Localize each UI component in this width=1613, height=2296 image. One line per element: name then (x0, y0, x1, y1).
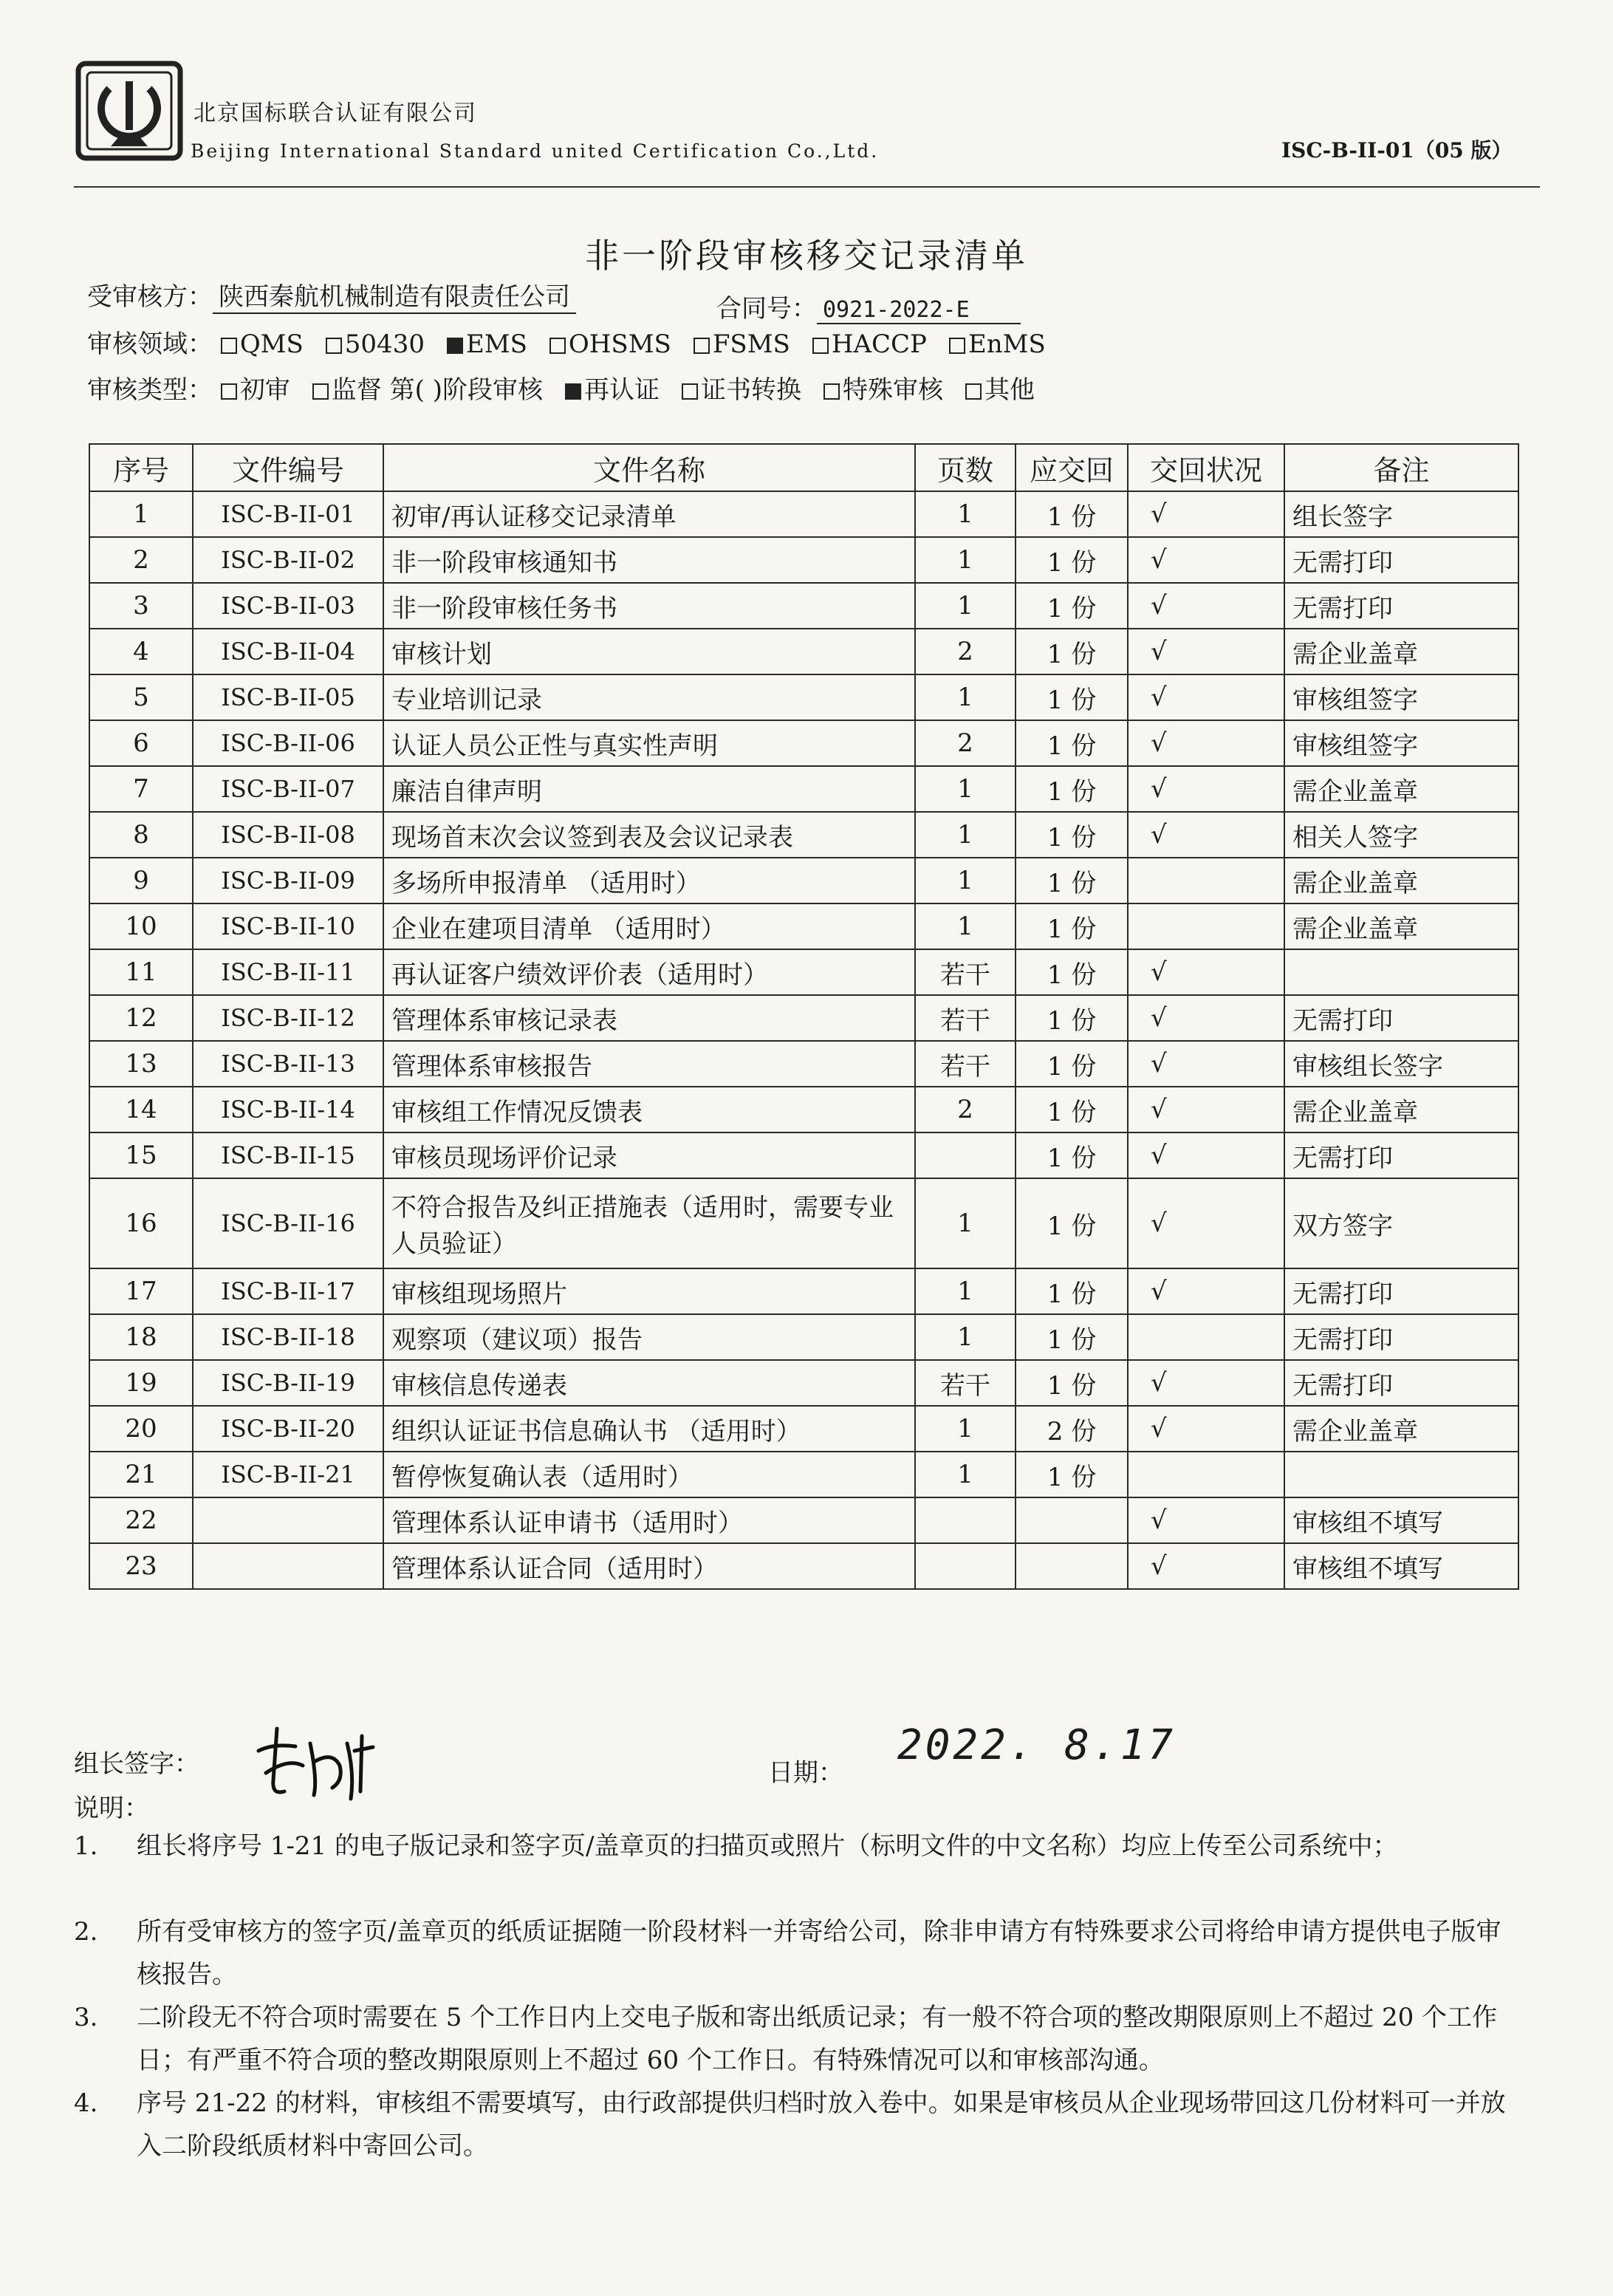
cell-pages (915, 1497, 1016, 1543)
cell-copies: 1 份 (1016, 537, 1128, 583)
page-title: 非一阶段审核移交记录清单 (585, 236, 1028, 276)
note-item: 2. 所有受审核方的签字页/盖章页的纸质证据随一阶段材料一并寄给公司，除非申请方有特殊要求公司将给申请方提供电子版审核报告。 (74, 1917, 1501, 1989)
checked-checkbox-icon[interactable] (565, 383, 581, 400)
table-row (89, 674, 1518, 720)
cell-copies: 1 份 (1016, 1314, 1128, 1360)
audit-type-option[interactable] (312, 369, 543, 406)
cell-seq: 2 (89, 537, 193, 583)
option-label: HACCP (831, 329, 927, 359)
checkbox-icon[interactable] (965, 383, 982, 400)
audit-field-option[interactable] (326, 329, 425, 359)
cell-return-status: √ (1128, 720, 1284, 766)
cell-file-code: ISC-B-II-13 (193, 1041, 383, 1087)
contract-label: 合同号： (716, 294, 817, 324)
cell-pages: 1 (915, 1268, 1016, 1314)
table-row (89, 1360, 1518, 1406)
audited-party-value: 陕西秦航机械制造有限责任公司 (213, 276, 576, 314)
table-row (89, 1406, 1518, 1452)
option-label: 其他 (984, 375, 1035, 405)
cell-file-code: ISC-B-II-07 (193, 766, 383, 812)
cell-remark: 审核组签字 (1284, 720, 1518, 766)
table-row (89, 903, 1518, 949)
audit-field-line (87, 324, 1068, 360)
cell-return-status: √ (1128, 491, 1284, 537)
table-row (89, 537, 1518, 583)
cell-file-name: 组织认证证书信息确认书 （适用时） (383, 1406, 915, 1452)
company-name-cn: 北京国标联合认证有限公司 (194, 100, 477, 126)
cell-copies: 1 份 (1016, 812, 1128, 858)
cell-return-status: √ (1128, 1041, 1284, 1087)
table-row (89, 1314, 1518, 1360)
cell-pages: 1 (915, 1314, 1016, 1360)
cell-remark (1284, 949, 1518, 995)
option-label: 证书转换 (700, 375, 801, 405)
audit-type-option[interactable] (823, 369, 943, 406)
cell-remark: 需企业盖章 (1284, 629, 1518, 674)
cell-file-name: 初审/再认证移交记录清单 (383, 491, 915, 537)
cell-remark: 无需打印 (1284, 995, 1518, 1041)
cell-seq: 8 (89, 812, 193, 858)
cell-return-status: √ (1128, 1132, 1284, 1178)
option-label: 50430 (344, 329, 425, 359)
cell-return-status: √ (1128, 1497, 1284, 1543)
cell-file-name: 不符合报告及纠正措施表（适用时，需要专业人员验证） (383, 1178, 915, 1268)
audit-field-label: 审核领域： (87, 329, 213, 359)
cell-remark: 无需打印 (1284, 537, 1518, 583)
cell-seq: 1 (89, 491, 193, 537)
cell-file-name: 多场所申报清单 （适用时） (383, 858, 915, 903)
option-label: 监督 第( )阶段审核 (331, 375, 543, 405)
cell-seq: 5 (89, 674, 193, 720)
header-cell: 序号 (89, 444, 193, 491)
cell-file-code: ISC-B-II-18 (193, 1314, 383, 1360)
cell-file-name: 现场首末次会议签到表及会议记录表 (383, 812, 915, 858)
table-row (89, 1543, 1518, 1589)
transfer-record-table (89, 443, 1519, 1590)
cell-file-code: ISC-B-II-16 (193, 1178, 383, 1268)
cell-pages: 1 (915, 812, 1016, 858)
cell-seq: 18 (89, 1314, 193, 1360)
cell-file-name: 管理体系认证申请书（适用时） (383, 1497, 915, 1543)
document-code: ISC-B-II-01（05 版） (1281, 138, 1513, 163)
cell-return-status: √ (1128, 629, 1284, 674)
audited-party-line (87, 276, 576, 314)
cell-file-name: 审核员现场评价记录 (383, 1132, 915, 1178)
cell-file-code (193, 1497, 383, 1543)
cell-pages: 1 (915, 1406, 1016, 1452)
table-row (89, 1132, 1518, 1178)
checkbox-icon[interactable] (221, 383, 237, 400)
cell-file-code: ISC-B-II-21 (193, 1452, 383, 1497)
cell-seq: 16 (89, 1178, 193, 1268)
checkbox-icon[interactable] (694, 338, 710, 354)
cell-copies: 2 份 (1016, 1406, 1128, 1452)
cell-remark: 无需打印 (1284, 1132, 1518, 1178)
option-label: QMS (239, 329, 304, 359)
option-label: EMS (465, 329, 527, 359)
cell-copies: 1 份 (1016, 674, 1128, 720)
audit-type-option[interactable] (221, 369, 290, 406)
cell-file-code: ISC-B-II-03 (193, 583, 383, 629)
option-label: FSMS (712, 329, 790, 359)
cell-file-name: 审核计划 (383, 629, 915, 674)
cell-file-name: 观察项（建议项）报告 (383, 1314, 915, 1360)
cell-copies: 1 份 (1016, 1360, 1128, 1406)
cell-seq: 4 (89, 629, 193, 674)
cell-return-status (1128, 1314, 1284, 1360)
cell-file-name: 企业在建项目清单 （适用时） (383, 903, 915, 949)
table-row (89, 1452, 1518, 1497)
option-label: EnMS (968, 329, 1046, 359)
audit-field-option[interactable] (221, 329, 304, 359)
cell-return-status: √ (1128, 812, 1284, 858)
cell-pages: 1 (915, 1452, 1016, 1497)
cell-remark: 需企业盖章 (1284, 1406, 1518, 1452)
audit-field-option[interactable] (549, 329, 671, 359)
table-row (89, 1497, 1518, 1543)
cell-copies: 1 份 (1016, 629, 1128, 674)
cell-pages: 若干 (915, 1360, 1016, 1406)
checkbox-icon[interactable] (812, 338, 829, 354)
cell-file-code: ISC-B-II-04 (193, 629, 383, 674)
cell-seq: 19 (89, 1360, 193, 1406)
table-row (89, 491, 1518, 537)
cell-return-status: √ (1128, 949, 1284, 995)
cell-file-code (193, 1543, 383, 1589)
cell-return-status: √ (1128, 766, 1284, 812)
table-row (89, 949, 1518, 995)
header-cell: 交回状况 (1128, 444, 1284, 491)
table-row (89, 766, 1518, 812)
header-cell: 应交回 (1016, 444, 1128, 491)
cell-seq: 20 (89, 1406, 193, 1452)
table-body (89, 491, 1518, 1589)
cell-pages: 1 (915, 903, 1016, 949)
audit-type-option[interactable] (965, 369, 1035, 406)
cell-file-code: ISC-B-II-20 (193, 1406, 383, 1452)
cell-remark: 无需打印 (1284, 1268, 1518, 1314)
cell-pages: 若干 (915, 995, 1016, 1041)
header-cell: 文件编号 (193, 444, 383, 491)
note-item: 4. 序号 21-22 的材料，审核组不需要填写，由行政部提供归档时放入卷中。如果是审核员从企业现场带回这几份材料可一并放入二阶段纸质材料中寄回公司。 (74, 2088, 1506, 2161)
date-label: 日期： (768, 1758, 843, 1788)
cell-copies: 1 份 (1016, 491, 1128, 537)
cell-seq: 3 (89, 583, 193, 629)
cell-file-code: ISC-B-II-02 (193, 537, 383, 583)
cell-return-status: √ (1128, 1360, 1284, 1406)
cell-file-code: ISC-B-II-12 (193, 995, 383, 1041)
cell-remark: 审核组不填写 (1284, 1497, 1518, 1543)
cell-copies: 1 份 (1016, 1132, 1128, 1178)
cell-remark: 审核组长签字 (1284, 1041, 1518, 1087)
cell-seq: 6 (89, 720, 193, 766)
cell-copies: 1 份 (1016, 583, 1128, 629)
cell-seq: 15 (89, 1132, 193, 1178)
cell-return-status: √ (1128, 1268, 1284, 1314)
cell-seq: 17 (89, 1268, 193, 1314)
cell-return-status (1128, 1452, 1284, 1497)
cell-file-code: ISC-B-II-06 (193, 720, 383, 766)
cell-seq: 14 (89, 1087, 193, 1132)
cell-seq: 7 (89, 766, 193, 812)
cell-file-name: 认证人员公正性与真实性声明 (383, 720, 915, 766)
cell-file-code: ISC-B-II-10 (193, 903, 383, 949)
leader-signature-label: 组长签字： (74, 1749, 199, 1779)
date-value: 2022. 8.17 (897, 1721, 1177, 1769)
cell-file-code: ISC-B-II-15 (193, 1132, 383, 1178)
cell-copies: 1 份 (1016, 1087, 1128, 1132)
cell-remark: 无需打印 (1284, 583, 1518, 629)
cell-file-code: ISC-B-II-11 (193, 949, 383, 995)
option-label: OHSMS (568, 329, 671, 359)
cell-file-code: ISC-B-II-19 (193, 1360, 383, 1406)
cell-remark: 审核组签字 (1284, 674, 1518, 720)
cell-return-status (1128, 858, 1284, 903)
cell-remark: 需企业盖章 (1284, 766, 1518, 812)
cell-file-code: ISC-B-II-05 (193, 674, 383, 720)
cell-file-name: 廉洁自律声明 (383, 766, 915, 812)
audit-field-option[interactable] (949, 329, 1046, 359)
notes-title: 说明： (74, 1794, 149, 1823)
audit-type-line (87, 369, 1057, 406)
cell-remark: 双方签字 (1284, 1178, 1518, 1268)
company-logo-icon (74, 59, 185, 163)
header-cell: 页数 (915, 444, 1016, 491)
cell-seq: 23 (89, 1543, 193, 1589)
cell-file-name: 再认证客户绩效评价表（适用时） (383, 949, 915, 995)
cell-pages: 若干 (915, 949, 1016, 995)
cell-return-status: √ (1128, 583, 1284, 629)
cell-pages: 1 (915, 674, 1016, 720)
cell-seq: 11 (89, 949, 193, 995)
cell-remark: 需企业盖章 (1284, 1087, 1518, 1132)
checked-checkbox-icon[interactable] (447, 338, 463, 354)
cell-file-name: 审核组现场照片 (383, 1268, 915, 1314)
cell-file-name: 管理体系审核记录表 (383, 995, 915, 1041)
cell-file-name: 审核组工作情况反馈表 (383, 1087, 915, 1132)
audit-type-option[interactable] (565, 369, 660, 406)
table-row (89, 812, 1518, 858)
audit-field-options (221, 329, 1068, 359)
cell-pages: 1 (915, 766, 1016, 812)
cell-file-name: 专业培训记录 (383, 674, 915, 720)
cell-file-code: ISC-B-II-14 (193, 1087, 383, 1132)
cell-pages: 2 (915, 629, 1016, 674)
cell-copies: 1 份 (1016, 1178, 1128, 1268)
cell-return-status: √ (1128, 1543, 1284, 1589)
cell-return-status (1128, 903, 1284, 949)
cell-return-status: √ (1128, 1087, 1284, 1132)
cell-copies: 1 份 (1016, 1268, 1128, 1314)
cell-seq: 10 (89, 903, 193, 949)
cell-copies: 1 份 (1016, 903, 1128, 949)
checkbox-icon[interactable] (823, 383, 840, 400)
cell-file-name: 非一阶段审核通知书 (383, 537, 915, 583)
header-cell: 备注 (1284, 444, 1518, 491)
cell-remark: 相关人签字 (1284, 812, 1518, 858)
cell-pages: 1 (915, 537, 1016, 583)
cell-copies: 1 份 (1016, 1041, 1128, 1087)
cell-file-name: 管理体系审核报告 (383, 1041, 915, 1087)
cell-file-code: ISC-B-II-01 (193, 491, 383, 537)
cell-pages: 1 (915, 858, 1016, 903)
audit-field-option[interactable] (812, 329, 927, 359)
cell-copies: 1 份 (1016, 995, 1128, 1041)
cell-file-name: 暂停恢复确认表（适用时） (383, 1452, 915, 1497)
checkbox-icon[interactable] (949, 338, 965, 354)
header-cell: 文件名称 (383, 444, 915, 491)
cell-file-name: 管理体系认证合同（适用时） (383, 1543, 915, 1589)
cell-seq: 13 (89, 1041, 193, 1087)
audit-type-options (221, 375, 1057, 405)
cell-seq: 21 (89, 1452, 193, 1497)
checkbox-icon[interactable] (682, 383, 698, 400)
cell-remark (1284, 1452, 1518, 1497)
checkbox-icon[interactable] (312, 383, 329, 400)
cell-pages (915, 1132, 1016, 1178)
cell-file-code: ISC-B-II-09 (193, 858, 383, 903)
cell-pages: 2 (915, 720, 1016, 766)
cell-return-status: √ (1128, 995, 1284, 1041)
option-label: 特殊审核 (842, 375, 943, 405)
cell-remark: 组长签字 (1284, 491, 1518, 537)
cell-seq: 22 (89, 1497, 193, 1543)
cell-seq: 12 (89, 995, 193, 1041)
audited-party-label: 受审核方： (87, 282, 213, 312)
checkbox-icon[interactable] (326, 338, 342, 354)
cell-return-status: √ (1128, 537, 1284, 583)
cell-remark: 需企业盖章 (1284, 858, 1518, 903)
cell-copies: 1 份 (1016, 720, 1128, 766)
table-row (89, 720, 1518, 766)
table-header-row (89, 444, 1518, 491)
cell-pages: 1 (915, 583, 1016, 629)
table-row (89, 995, 1518, 1041)
cell-file-code: ISC-B-II-17 (193, 1268, 383, 1314)
cell-remark: 无需打印 (1284, 1360, 1518, 1406)
cell-copies (1016, 1497, 1128, 1543)
table-row (89, 1268, 1518, 1314)
cell-remark: 无需打印 (1284, 1314, 1518, 1360)
cell-file-name: 非一阶段审核任务书 (383, 583, 915, 629)
checkbox-icon[interactable] (221, 338, 237, 354)
table-row (89, 858, 1518, 903)
table-row (89, 1087, 1518, 1132)
audit-type-option[interactable] (682, 369, 801, 406)
cell-copies: 1 份 (1016, 858, 1128, 903)
cell-pages: 若干 (915, 1041, 1016, 1087)
audit-field-option[interactable] (447, 329, 527, 359)
table-row (89, 1178, 1518, 1268)
cell-copies (1016, 1543, 1128, 1589)
cell-remark: 审核组不填写 (1284, 1543, 1518, 1589)
cell-remark: 需企业盖章 (1284, 903, 1518, 949)
checkbox-icon[interactable] (549, 338, 566, 354)
cell-pages: 1 (915, 491, 1016, 537)
cell-return-status: √ (1128, 674, 1284, 720)
table-row (89, 583, 1518, 629)
option-label: 初审 (239, 375, 290, 405)
cell-pages (915, 1543, 1016, 1589)
cell-file-name: 审核信息传递表 (383, 1360, 915, 1406)
table-row (89, 629, 1518, 674)
cell-return-status: √ (1128, 1178, 1284, 1268)
company-name-en: Beijing International Standard united Certification Co.,Ltd. (191, 140, 880, 162)
contract-line (716, 288, 1021, 324)
option-label: 再认证 (583, 375, 660, 405)
cell-copies: 1 份 (1016, 949, 1128, 995)
cell-pages: 1 (915, 1178, 1016, 1268)
cell-copies: 1 份 (1016, 1452, 1128, 1497)
note-item: 3. 二阶段无不符合项时需要在 5 个工作日内上交电子版和寄出纸质记录；有一般不符合项的整改期限原则上不超过 20 个工作日；有严重不符合项的整改期限原则上不超过 60 个工作日。有特殊情况可以和审核部沟通。 (74, 2003, 1498, 2075)
cell-seq: 9 (89, 858, 193, 903)
handwritten-signature (244, 1721, 391, 1810)
contract-value: 0921-2022-E (817, 297, 1021, 324)
cell-return-status: √ (1128, 1406, 1284, 1452)
header-divider (74, 186, 1540, 188)
cell-pages: 2 (915, 1087, 1016, 1132)
table-row (89, 1041, 1518, 1087)
audit-field-option[interactable] (694, 329, 790, 359)
audit-type-label: 审核类型： (87, 375, 213, 405)
cell-file-code: ISC-B-II-08 (193, 812, 383, 858)
note-item: 1. 组长将序号 1-21 的电子版记录和签字页/盖章页的扫描页或照片（标明文件的中文名称）均应上传至公司系统中； (74, 1831, 1398, 1861)
cell-copies: 1 份 (1016, 766, 1128, 812)
